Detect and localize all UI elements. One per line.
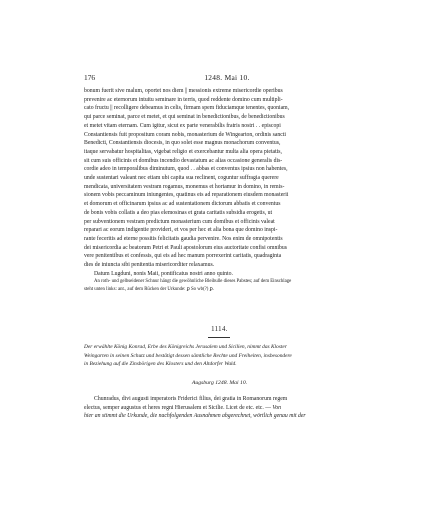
text-line: qui parce seminat, parce et metet, et qui seminat in benedictionibus, de benedictionibus [84,114,285,121]
document-summary [84,343,370,369]
italic-segment: Von [272,404,282,411]
text-line: per subventionem vestram predictum monasterium cum domibus et officinis valeat [84,218,275,225]
note-line: steht unten links: ant., auf dem Rücken der Urkunde: ꝑ So wb(?) ꝑ. [84,286,214,292]
document-number: 1114. [211,326,228,333]
text-line [84,412,370,421]
text-line: prevenire ac eternorum intuitu seminare in terris, quod reddente domino cum multipli- [84,96,283,103]
page-number: 176 [84,73,96,82]
text-line: et domorum et officinarum ipsius ac ad sustentationem dictorum abbatis et conventus [84,201,281,208]
text-line: Benedicti, Constantiensis diocesis, in quo solet esse magnus monachorum conventus, [84,140,281,147]
note-line: An roth- und gelbseidener Schnur hängt die gewöhnliche Bleibulle dieses Pabstes; auf dem Einschlage [94,279,292,284]
summary-line: in Beziehung auf die Zinsbörigen des Klosters und den Altdorfer Wald. [84,361,237,368]
editorial-note [84,278,370,293]
running-title: 1248. Mai 10. [204,73,250,82]
italic-segment: hier an stimmt die Urkunde, die nachfolgenden Ausnahmen abgerechnet, wörtlich genau mit der [84,413,306,420]
text-line: cato fructu || recolligere debeamus in celis, firmam spem fiduciamque tenentes, quoniam, [84,105,290,112]
text-line: mendicata, universitatem vestram rogamus, monemus et hortamur in domino, in remis- [84,183,285,190]
text-line: sit cum suis officinis et domibus incendio devastatum ac alias occasione generalis dis- [84,157,283,164]
text-line: vere penitentibus et confessis, qui eis ad hec manum porrexerint caritatis, quadraginta [84,253,282,260]
text-line: Constantiensis fuit propositum coram nobis, monasterium de Wingearton, ordinis sancti [84,131,287,138]
second-charter-text [84,395,370,421]
text-line: sionem vobis peccaminum iniungentes, quatinus eis ad reparationem eiusdem monasterii [84,192,289,199]
text-line: bonum fuerit sive malum, oportet nos diem || messionis extreme misericordie operibus [84,88,283,94]
text-line [84,404,370,413]
text-line: cordie adeo in temporalibus diminutum, quod . . abbas et conventus ipsius non habentes, [84,166,288,173]
text-line: reparari ac eorum indigentie provideri, et vos per hec et alia bona que domino inspi- [84,227,278,234]
text-line: Chunradus, divi augusti imperatoris Friderici filius, dei gratia in Romanorum regem [94,396,288,402]
text-line: itaque servabatur hospitalitas, vigebat religio et exercebantur multa alia opera pietatis, [84,148,282,155]
text-line: et metet vitam eternam. Cum igitur, sicut ex parte venerabilis fratris nostri . . episcopi [84,122,281,129]
text-line: dei misericordia ac beatorum Petri et Pauli apostolorum eius auctoritate confisi omnibus [84,244,287,251]
place-date-line: Augsburg 1248. Mai 10. [191,380,248,386]
summary-line: Der erwählte König Konrad, Erbe des Königreichs Jerusalem und Sicilien, nimmt das Kloster [84,344,287,350]
text-line: unde sustentari valeant nec etiam ubi capita sua reclinent, coguntur suffragia querere [84,175,279,182]
text-line: de bonis vobis collatis a deo pias elemosinas et grata caritatis subsidia erogetis, ut [84,209,273,216]
text-line: dies de iniuncta sibi penitentia misericorditer relaxamus. [84,262,215,269]
text-segment: electus, semper augustus et heres regni Hierusalem et Sicilie. Licet de etc. etc. — [84,404,273,411]
summary-line: Weingarten in seinen Schutz und bestätigt dessen sämtliche Rechte und Freiheiten, insbesondere [84,352,292,359]
text-line: rante feceritis ad eterne possitis felicitatis gaudia pervenire. Nos enim de omnipotentis [84,235,283,242]
closing-line: Datum Lugduni, nonis Maii, pontificatus nostri anno quinto. [94,270,233,277]
charter-text [84,87,370,278]
divider [208,337,230,338]
